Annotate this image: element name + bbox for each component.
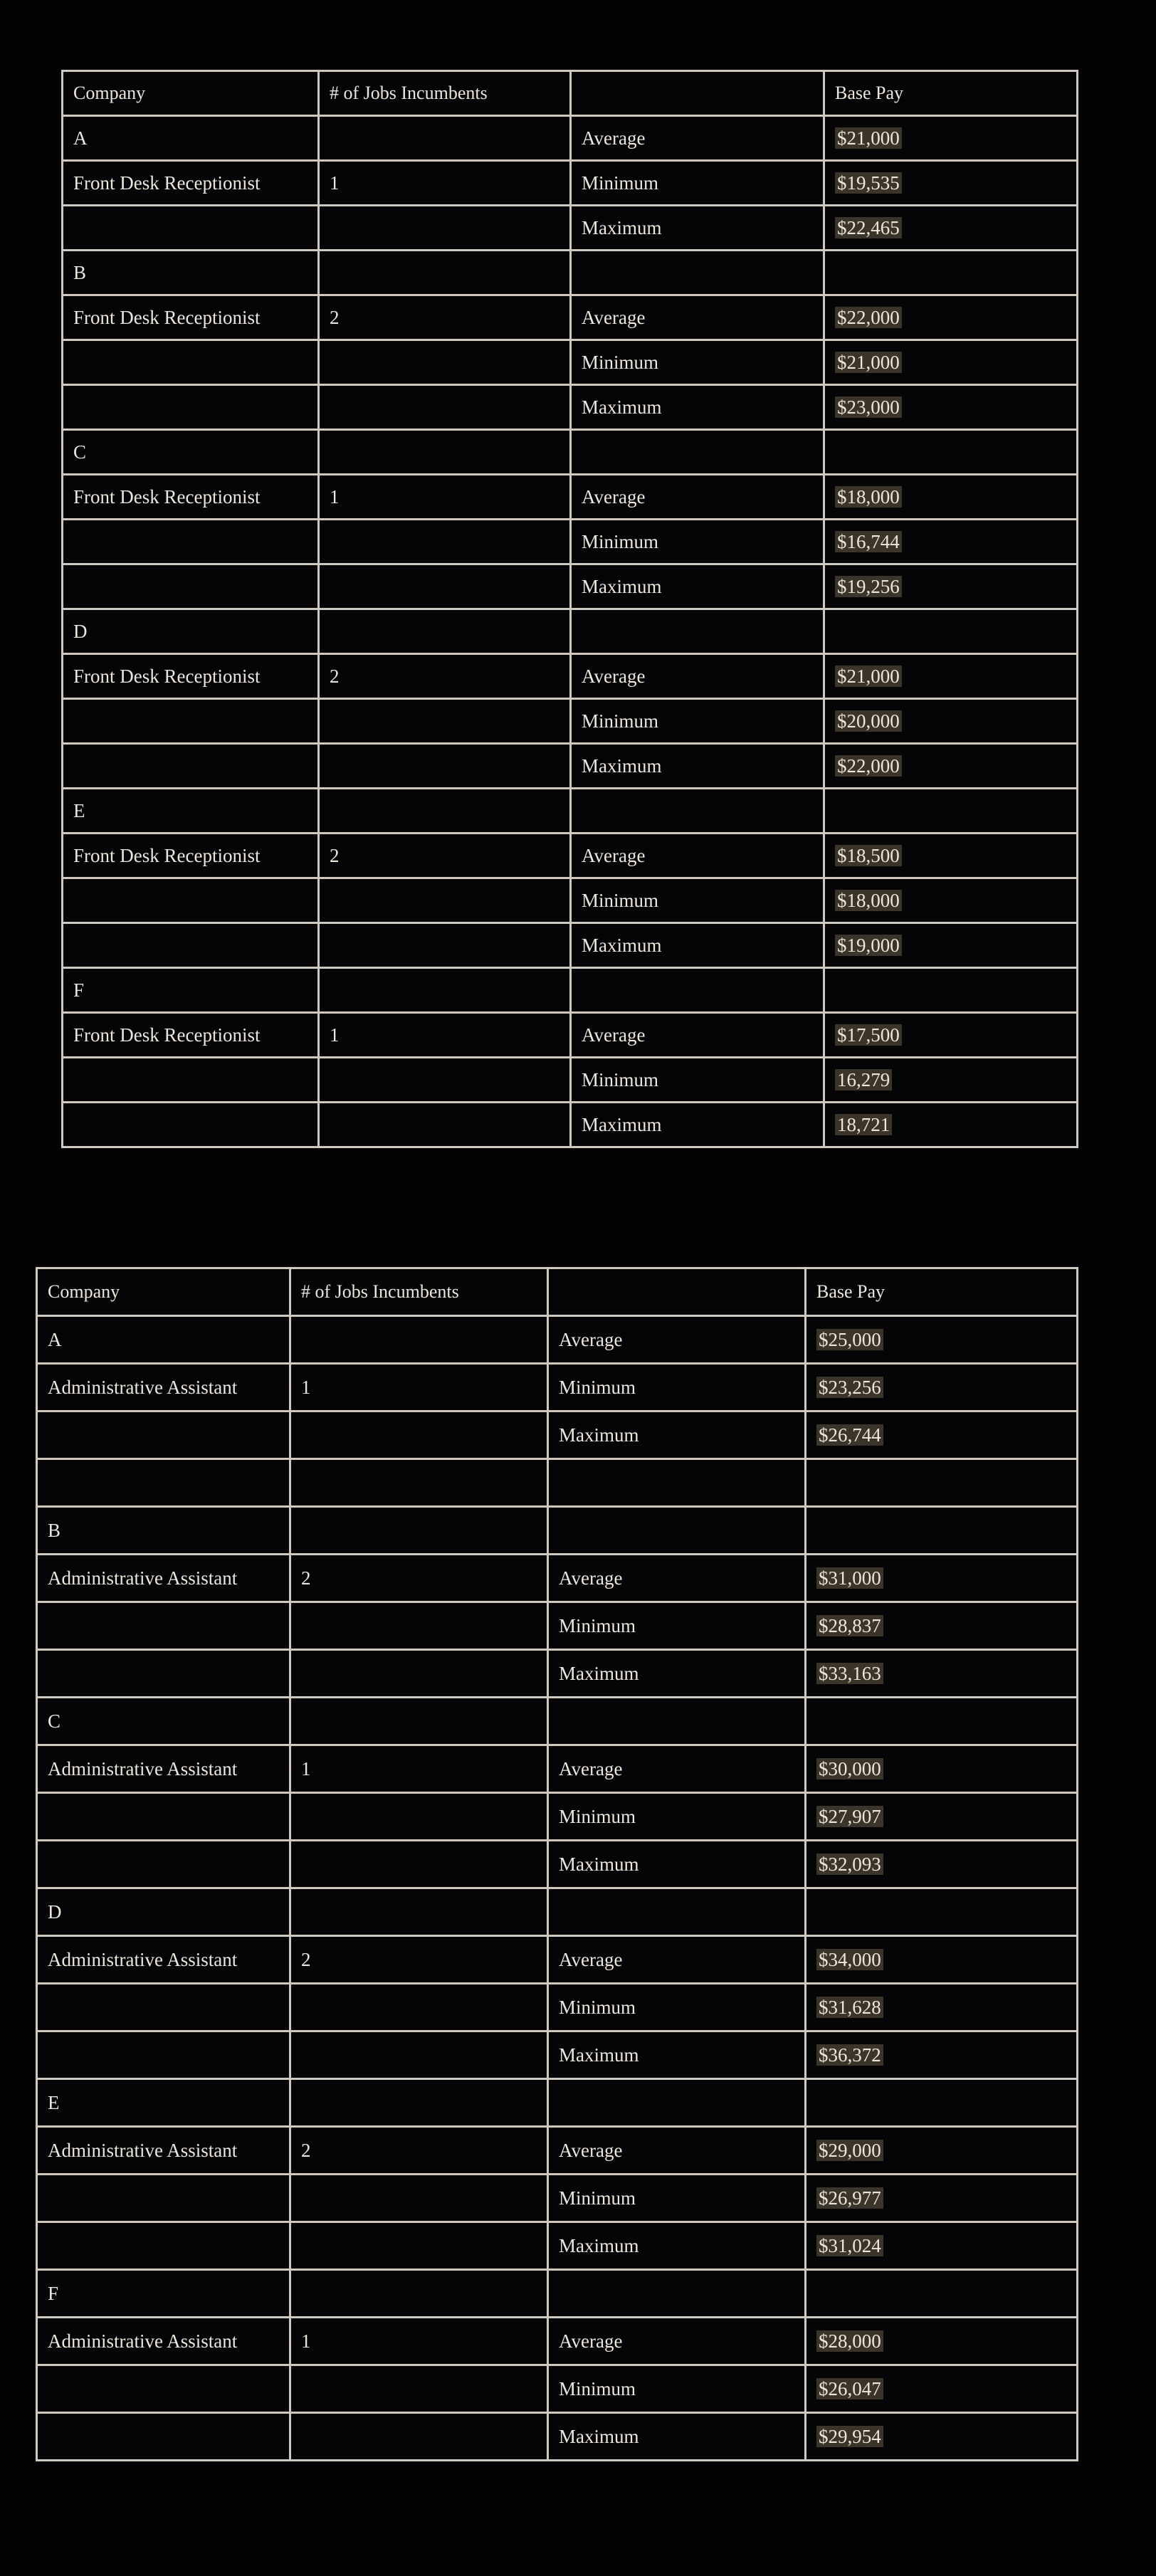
jobs-incumbents-cell [290,2175,548,2222]
base-pay-cell [806,1507,1078,1555]
statistic-cell: Minimum [548,2175,806,2222]
jobs-incumbents-cell: 2 [290,1555,548,1602]
base-pay-value: $33,163 [816,1663,883,1684]
jobs-incumbents-cell: 1 [290,1364,548,1411]
company-cell: Administrative Assistant [37,1555,290,1602]
base-pay-cell [806,1936,1078,1984]
statistic-cell: Maximum [571,385,824,430]
table-row [37,2270,1078,2318]
company-cell: Administrative Assistant [37,2318,290,2365]
company-cell: F [63,968,319,1013]
jobs-incumbents-cell [319,699,571,744]
table-row [63,878,1078,923]
base-pay-cell [806,1984,1078,2031]
company-cell [37,1984,290,2031]
base-pay-cell [824,968,1078,1013]
table-row [37,1459,1078,1507]
table-row [63,340,1078,385]
jobs-incumbents-cell [290,1984,548,2031]
company-cell: E [37,2079,290,2127]
table-row [37,1316,1078,1364]
company-cell [37,2175,290,2222]
statistic-cell: Maximum [548,1411,806,1459]
base-pay-cell [824,340,1078,385]
base-pay-cell [824,609,1078,654]
statistic-cell [571,789,824,834]
company-cell: Administrative Assistant [37,2127,290,2175]
base-pay-cell [824,520,1078,564]
base-pay-value: $19,256 [835,576,902,597]
table-row [63,1103,1078,1147]
statistic-cell: Average [571,834,824,878]
base-pay-value: $26,047 [816,2378,883,2399]
jobs-incumbents-cell [319,1103,571,1147]
jobs-incumbents-cell: 1 [290,2318,548,2365]
table-row [63,609,1078,654]
company-cell: C [37,1698,290,1745]
base-pay-value: $31,024 [816,2235,883,2256]
statistic-cell: Average [548,1745,806,1793]
company-cell [37,1841,290,1888]
company-cell: Administrative Assistant [37,1936,290,1984]
table-row [37,1841,1078,1888]
company-cell: Front Desk Receptionist [63,1013,319,1058]
table-row [63,968,1078,1013]
base-pay-value: $23,000 [835,396,902,418]
table-row [37,1793,1078,1841]
jobs-incumbents-cell [290,1602,548,1650]
base-pay-cell [806,1793,1078,1841]
base-pay-value: $22,000 [835,755,902,777]
table-row [37,1650,1078,1698]
statistic-cell: Average [571,295,824,340]
table-row [37,2413,1078,2461]
company-cell: Administrative Assistant [37,1364,290,1411]
statistic-cell [548,1698,806,1745]
table-row [63,1013,1078,1058]
base-pay-cell [824,834,1078,878]
company-cell: A [63,116,319,161]
table-header-row [63,71,1078,116]
jobs-incumbents-cell [319,430,571,475]
base-pay-cell [806,1745,1078,1793]
jobs-incumbents-cell [319,744,571,789]
table-row [37,1936,1078,1984]
base-pay-value: $31,628 [816,1997,883,2018]
base-pay-cell [806,1459,1078,1507]
statistic-cell: Maximum [548,2222,806,2270]
base-pay-value: $26,977 [816,2187,883,2209]
table-row [63,161,1078,206]
table-row [63,834,1078,878]
statistic-cell: Minimum [571,520,824,564]
statistic-cell: Minimum [548,1793,806,1841]
table-row [37,2127,1078,2175]
table-row [63,206,1078,251]
table-row [63,564,1078,609]
statistic-cell [548,1507,806,1555]
base-pay-cell [824,206,1078,251]
table-row [63,251,1078,295]
base-pay-cell [824,295,1078,340]
base-pay-cell [806,1888,1078,1936]
statistic-cell: Average [548,1316,806,1364]
base-pay-cell [806,1411,1078,1459]
base-pay-cell [824,475,1078,520]
base-pay-cell [806,2365,1078,2413]
base-pay-cell [824,1013,1078,1058]
base-pay-cell [806,2270,1078,2318]
jobs-incumbents-cell [290,2365,548,2413]
base-pay-cell [806,1650,1078,1698]
base-pay-cell [824,1058,1078,1103]
company-cell [37,2222,290,2270]
table-row [37,1698,1078,1745]
jobs-incumbents-cell [319,251,571,295]
statistic-cell [548,2079,806,2127]
jobs-incumbents-cell [290,2079,548,2127]
company-cell: Front Desk Receptionist [63,475,319,520]
base-pay-value: $19,000 [835,935,902,956]
table-row [63,744,1078,789]
jobs-incumbents-cell [290,2413,548,2461]
jobs-incumbents-cell [319,609,571,654]
table-row [37,2318,1078,2365]
table-row [37,1364,1078,1411]
company-cell [63,1103,319,1147]
company-cell [63,340,319,385]
statistic-cell: Average [571,475,824,520]
jobs-incumbents-cell: 2 [319,654,571,699]
table-row [63,520,1078,564]
base-pay-cell [824,923,1078,968]
company-cell: D [63,609,319,654]
base-pay-cell [806,2031,1078,2079]
base-pay-value: $26,744 [816,1424,883,1446]
company-cell: Front Desk Receptionist [63,161,319,206]
statistic-cell: Maximum [571,206,824,251]
base-pay-cell [824,161,1078,206]
column-header [548,1268,806,1316]
base-pay-cell [824,564,1078,609]
table-row [63,475,1078,520]
table-row [63,923,1078,968]
statistic-cell: Minimum [548,1364,806,1411]
company-cell [63,206,319,251]
base-pay-value: $19,535 [835,172,902,194]
statistic-cell: Maximum [571,564,824,609]
jobs-incumbents-cell [319,1058,571,1103]
statistic-cell: Minimum [571,340,824,385]
statistic-cell: Maximum [571,923,824,968]
statistic-cell: Maximum [571,1103,824,1147]
table-row [37,2365,1078,2413]
statistic-cell: Average [571,1013,824,1058]
statistic-cell [571,251,824,295]
base-pay-value: $29,954 [816,2426,883,2447]
statistic-cell: Average [548,2127,806,2175]
base-pay-cell [806,1316,1078,1364]
company-cell: F [37,2270,290,2318]
jobs-incumbents-cell [290,1841,548,1888]
company-cell [63,744,319,789]
statistic-cell: Minimum [571,161,824,206]
base-pay-cell [806,1698,1078,1745]
column-header: # of Jobs Incumbents [290,1268,548,1316]
jobs-incumbents-cell [290,1459,548,1507]
statistic-cell [548,2270,806,2318]
jobs-incumbents-cell [319,564,571,609]
base-pay-cell [806,2127,1078,2175]
jobs-incumbents-cell: 1 [319,1013,571,1058]
statistic-cell: Maximum [548,1841,806,1888]
table-row [37,1507,1078,1555]
jobs-incumbents-cell [290,1650,548,1698]
statistic-cell: Average [548,1555,806,1602]
column-header: Company [63,71,319,116]
base-pay-cell [824,654,1078,699]
column-header: Company [37,1268,290,1316]
company-cell [63,878,319,923]
table-row [37,2175,1078,2222]
base-pay-value: 18,721 [835,1114,892,1135]
table-row [63,789,1078,834]
statistic-cell: Maximum [571,744,824,789]
statistic-cell: Maximum [548,2413,806,2461]
statistic-cell: Maximum [548,1650,806,1698]
base-pay-value: $30,000 [816,1758,883,1779]
base-pay-value: $16,744 [835,531,902,552]
company-cell [63,385,319,430]
column-header [571,71,824,116]
company-cell: Administrative Assistant [37,1745,290,1793]
company-cell [37,2413,290,2461]
company-cell: E [63,789,319,834]
jobs-incumbents-cell [290,1411,548,1459]
jobs-incumbents-cell: 1 [319,475,571,520]
company-cell: D [37,1888,290,1936]
jobs-incumbents-cell [290,1793,548,1841]
table-row [37,1602,1078,1650]
base-pay-value: $36,372 [816,2044,883,2066]
company-cell: B [63,251,319,295]
base-pay-cell [824,744,1078,789]
base-pay-value: $20,000 [835,710,902,732]
statistic-cell [548,1888,806,1936]
statistic-cell [548,1459,806,1507]
base-pay-value: $34,000 [816,1949,883,1970]
table-row [37,2079,1078,2127]
base-pay-value: $27,907 [816,1806,883,1827]
company-cell [63,699,319,744]
front-desk-receptionist-pay-table [61,70,1078,1148]
company-cell: C [63,430,319,475]
base-pay-cell [824,251,1078,295]
company-cell: Front Desk Receptionist [63,834,319,878]
base-pay-value: $17,500 [835,1024,902,1046]
jobs-incumbents-cell [319,923,571,968]
table-row [63,116,1078,161]
company-cell: Front Desk Receptionist [63,654,319,699]
base-pay-value: $21,000 [835,352,902,373]
base-pay-cell [824,878,1078,923]
table-row [63,699,1078,744]
base-pay-cell [806,2175,1078,2222]
jobs-incumbents-cell [319,878,571,923]
table-row [37,1745,1078,1793]
company-cell [37,1602,290,1650]
company-cell [37,1411,290,1459]
company-cell [37,1793,290,1841]
jobs-incumbents-cell [290,1888,548,1936]
jobs-incumbents-cell: 1 [290,1745,548,1793]
base-pay-cell [806,2318,1078,2365]
base-pay-cell [806,1602,1078,1650]
jobs-incumbents-cell [319,116,571,161]
company-cell: B [37,1507,290,1555]
base-pay-cell [824,430,1078,475]
jobs-incumbents-cell: 2 [319,295,571,340]
statistic-cell [571,609,824,654]
base-pay-value: $18,000 [835,486,902,508]
table-header-row [37,1268,1078,1316]
jobs-incumbents-cell [290,1698,548,1745]
jobs-incumbents-cell: 2 [319,834,571,878]
company-cell [63,1058,319,1103]
jobs-incumbents-cell: 2 [290,1936,548,1984]
base-pay-value: $18,000 [835,890,902,911]
base-pay-value: $21,000 [835,666,902,687]
base-pay-value: $28,837 [816,1615,883,1636]
base-pay-value: $18,500 [835,845,902,866]
table-row [37,1888,1078,1936]
base-pay-cell [806,1364,1078,1411]
jobs-incumbents-cell [319,206,571,251]
table-row [37,2031,1078,2079]
table-row [37,2222,1078,2270]
table-row [63,430,1078,475]
jobs-incumbents-cell [290,2270,548,2318]
table-row [37,1411,1078,1459]
base-pay-value: $23,256 [816,1377,883,1398]
base-pay-cell [806,1555,1078,1602]
base-pay-value: 16,279 [835,1069,892,1090]
statistic-cell: Average [548,2318,806,2365]
base-pay-cell [806,2222,1078,2270]
company-cell [63,520,319,564]
column-header: # of Jobs Incumbents [319,71,571,116]
base-pay-value: $28,000 [816,2330,883,2352]
statistic-cell: Average [548,1936,806,1984]
company-cell [63,564,319,609]
statistic-cell: Minimum [548,1984,806,2031]
table-row [63,654,1078,699]
company-cell [37,1650,290,1698]
base-pay-value: $32,093 [816,1854,883,1875]
base-pay-cell [824,1103,1078,1147]
table-row [37,1984,1078,2031]
base-pay-value: $25,000 [816,1329,883,1350]
administrative-assistant-pay-table [36,1267,1078,2461]
company-cell: A [37,1316,290,1364]
statistic-cell [571,968,824,1013]
column-header: Base Pay [824,71,1078,116]
table-row [63,1058,1078,1103]
table-row [37,1555,1078,1602]
base-pay-value: $22,465 [835,217,902,238]
jobs-incumbents-cell [290,2031,548,2079]
company-cell: Front Desk Receptionist [63,295,319,340]
base-pay-value: $21,000 [835,127,902,149]
jobs-incumbents-cell [319,968,571,1013]
statistic-cell [571,430,824,475]
jobs-incumbents-cell: 2 [290,2127,548,2175]
base-pay-cell [806,2079,1078,2127]
jobs-incumbents-cell [319,789,571,834]
company-cell [37,2365,290,2413]
statistic-cell: Minimum [571,1058,824,1103]
company-cell [37,1459,290,1507]
jobs-incumbents-cell [319,340,571,385]
base-pay-cell [824,789,1078,834]
statistic-cell: Minimum [571,699,824,744]
jobs-incumbents-cell [290,1507,548,1555]
jobs-incumbents-cell [319,385,571,430]
base-pay-cell [824,116,1078,161]
column-header: Base Pay [806,1268,1078,1316]
base-pay-cell [806,1841,1078,1888]
jobs-incumbents-cell [319,520,571,564]
company-cell [63,923,319,968]
statistic-cell: Average [571,654,824,699]
base-pay-value: $29,000 [816,2140,883,2161]
statistic-cell: Maximum [548,2031,806,2079]
company-cell [37,2031,290,2079]
statistic-cell: Minimum [571,878,824,923]
base-pay-cell [824,385,1078,430]
base-pay-cell [806,2413,1078,2461]
jobs-incumbents-cell [290,2222,548,2270]
statistic-cell: Average [571,116,824,161]
base-pay-value: $31,000 [816,1567,883,1589]
jobs-incumbents-cell: 1 [319,161,571,206]
statistic-cell: Minimum [548,1602,806,1650]
base-pay-value: $22,000 [835,307,902,328]
table-row [63,385,1078,430]
base-pay-cell [824,699,1078,744]
jobs-incumbents-cell [290,1316,548,1364]
statistic-cell: Minimum [548,2365,806,2413]
table-row [63,295,1078,340]
